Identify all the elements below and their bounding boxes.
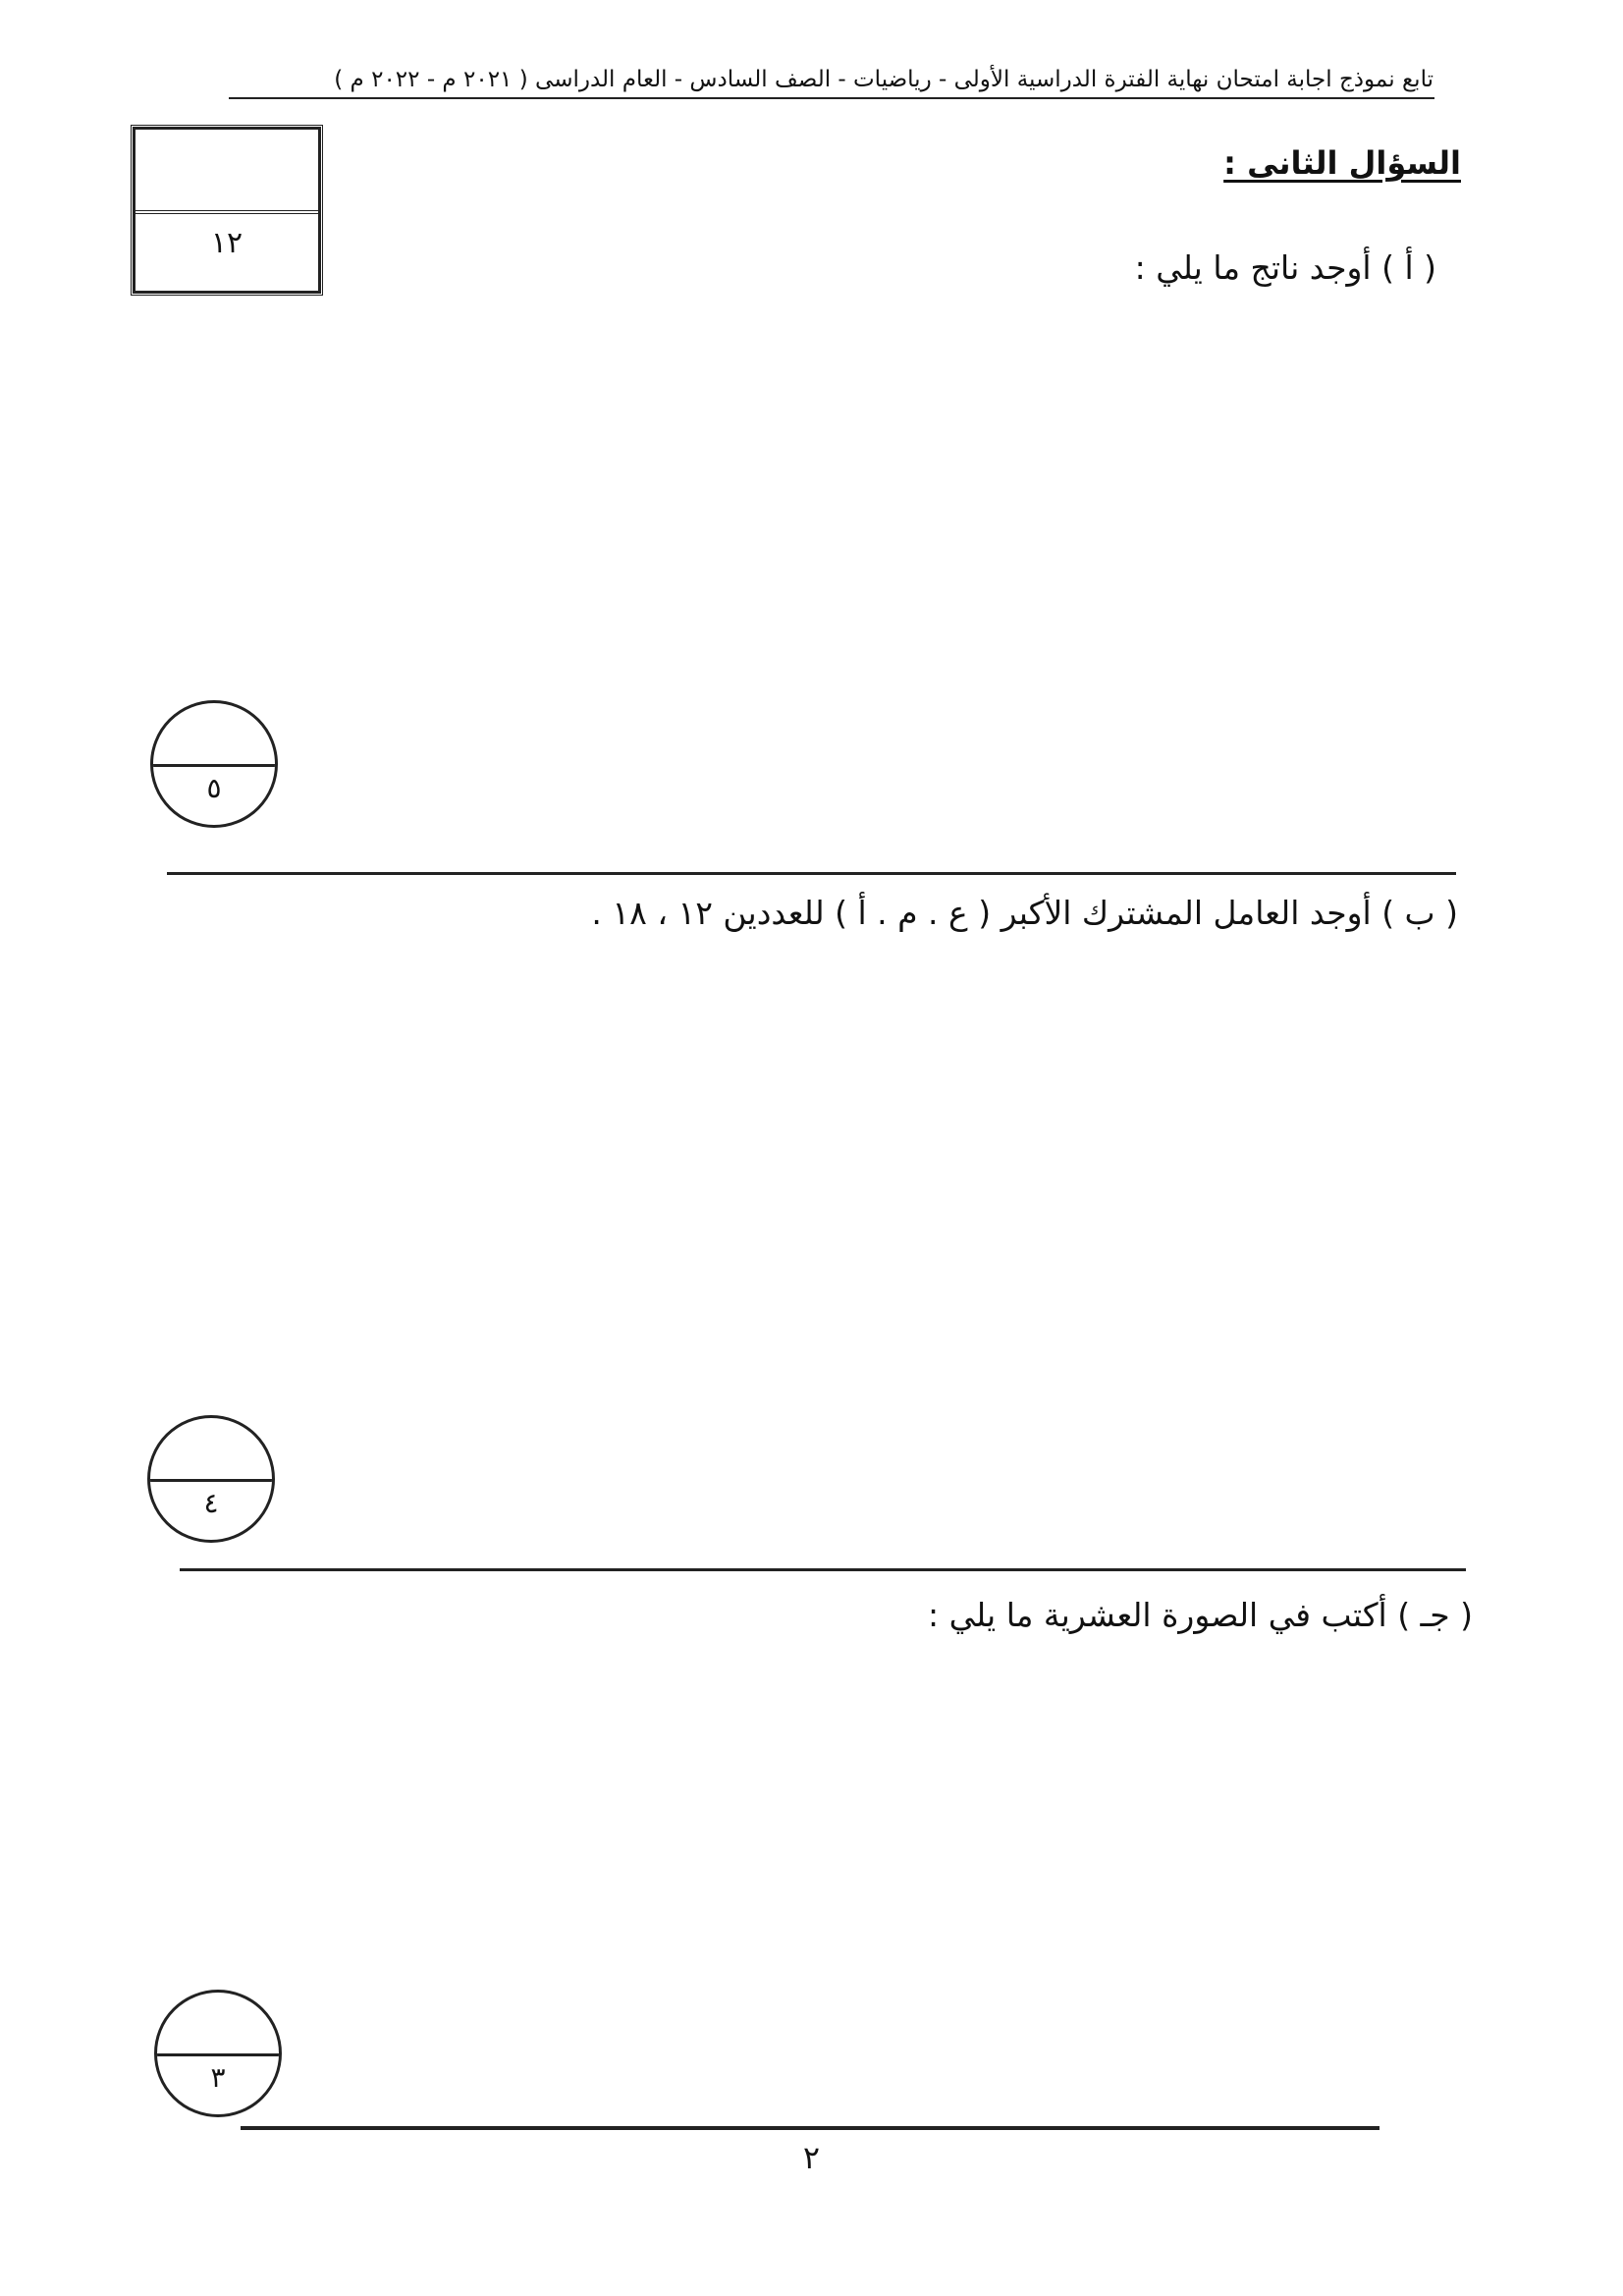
part-a-mark-circle [150, 700, 278, 828]
part-b-mark: ٤ [203, 1487, 219, 1519]
total-score-value: ١٢ [210, 226, 243, 260]
question-title: السؤال الثانى : [1223, 144, 1461, 182]
page-footer-rule [241, 2126, 1380, 2130]
part-c-mark: ٣ [210, 2061, 226, 2094]
section-divider-b [180, 1568, 1466, 1571]
header-underline [229, 97, 1434, 99]
score-box-divider [134, 210, 320, 214]
part-b-text: ( ب ) أوجد العامل المشترك الأكبر ( ع . م . أ ) للعددين ١٢ ، ١٨ . [591, 894, 1458, 932]
part-a-mark: ٥ [206, 772, 222, 804]
mark-circle-divider [153, 764, 275, 767]
part-a-text: ( أ ) أوجد ناتج ما يلي : [1134, 248, 1436, 287]
section-divider-a [167, 872, 1456, 875]
total-score-box [131, 125, 323, 296]
part-c-mark-circle [154, 1990, 282, 2117]
exam-header: تابع نموذج اجابة امتحان نهاية الفترة الدراسية الأولى - رياضيات - الصف السادس - العام الدراسى ( ٢٠٢١ م - ٢٠٢٢ م ) [334, 67, 1434, 92]
part-b-mark-circle [147, 1415, 275, 1543]
mark-circle-divider [150, 1479, 272, 1482]
mark-circle-divider [157, 2053, 279, 2056]
page-number: ٢ [802, 2139, 821, 2176]
part-c-text: ( جـ ) أكتب في الصورة العشرية ما يلي : [928, 1596, 1473, 1634]
